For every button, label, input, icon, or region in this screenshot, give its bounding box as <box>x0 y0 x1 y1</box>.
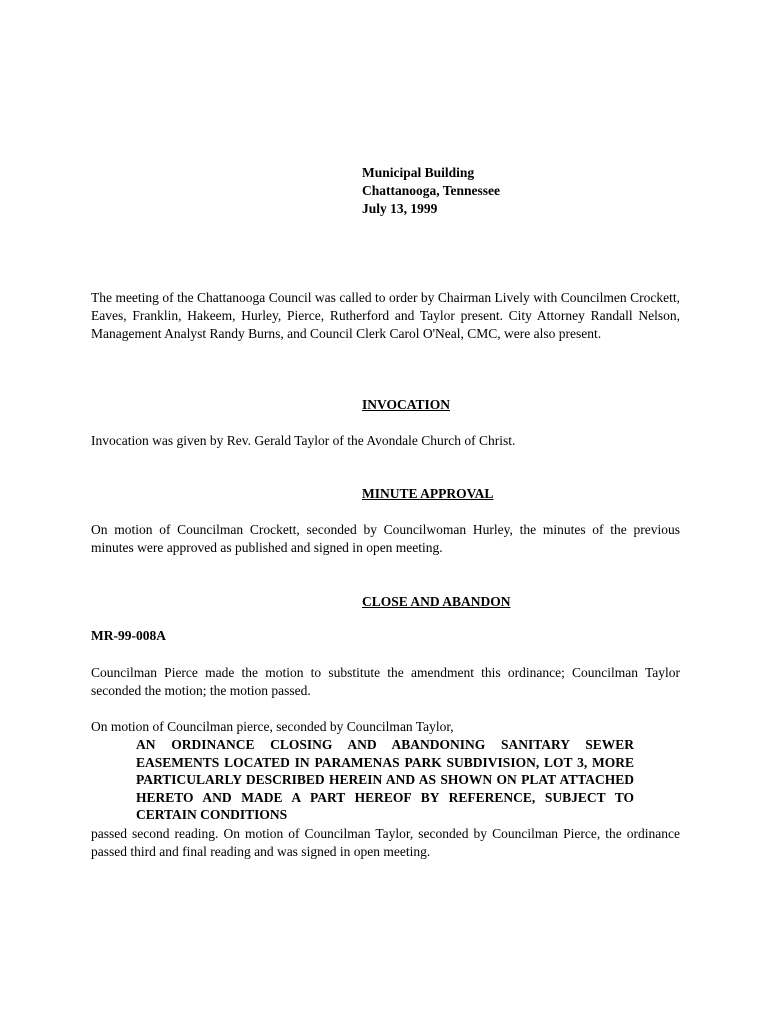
header-building: Municipal Building <box>362 165 475 180</box>
invocation-heading: INVOCATION <box>362 397 450 412</box>
header-city: Chattanooga, Tennessee <box>362 183 501 198</box>
meeting-header <box>362 164 500 218</box>
close-abandon-heading: CLOSE AND ABANDON <box>362 594 511 609</box>
header-date: July 13, 1999 <box>362 201 438 216</box>
minute-approval-heading: MINUTE APPROVAL <box>362 486 494 501</box>
ordinance-title: AN ORDINANCE CLOSING AND ABANDONING SANITARY SEWER EASEMENTS LOCATED IN PARAMENAS PARK SUBDIVISION, LOT 3, MORE PARTICULARLY DESCRIBED HEREIN AND AS SHOWN ON PLAT ATTACHED HERETO AND MADE A PART HEREOF BY REFERENCE, SUBJECT TO CERTAIN CONDITIONS <box>136 737 634 822</box>
motion-intro-text: On motion of Councilman pierce, seconded by Councilman Taylor, <box>91 719 454 734</box>
minute-approval-text: On motion of Councilman Crockett, seconded by Councilwoman Hurley, the minutes of the previous minutes were approved as published and signed in open meeting. <box>91 522 680 555</box>
substitute-motion-text: Councilman Pierce made the motion to substitute the amendment this ordinance; Councilman Taylor seconded the motion; the motion passed. <box>91 665 680 698</box>
opening-paragraph: The meeting of the Chattanooga Council was called to order by Chairman Lively with Councilmen Crockett, Eaves, Franklin, Hakeem, Hurley, Pierce, Rutherford and Taylor present. City Attorney Randall Nelson, Management Analyst Randy Burns, and Council Clerk Carol O'Neal, CMC, were also present. <box>91 290 680 341</box>
invocation-text: Invocation was given by Rev. Gerald Taylor of the Avondale Church of Christ. <box>91 433 516 448</box>
case-number: MR-99-008A <box>91 628 166 643</box>
ordinance-result-text: passed second reading. On motion of Councilman Taylor, seconded by Councilman Pierce, the ordinance passed third and final reading and was signed in open meeting. <box>91 826 680 859</box>
